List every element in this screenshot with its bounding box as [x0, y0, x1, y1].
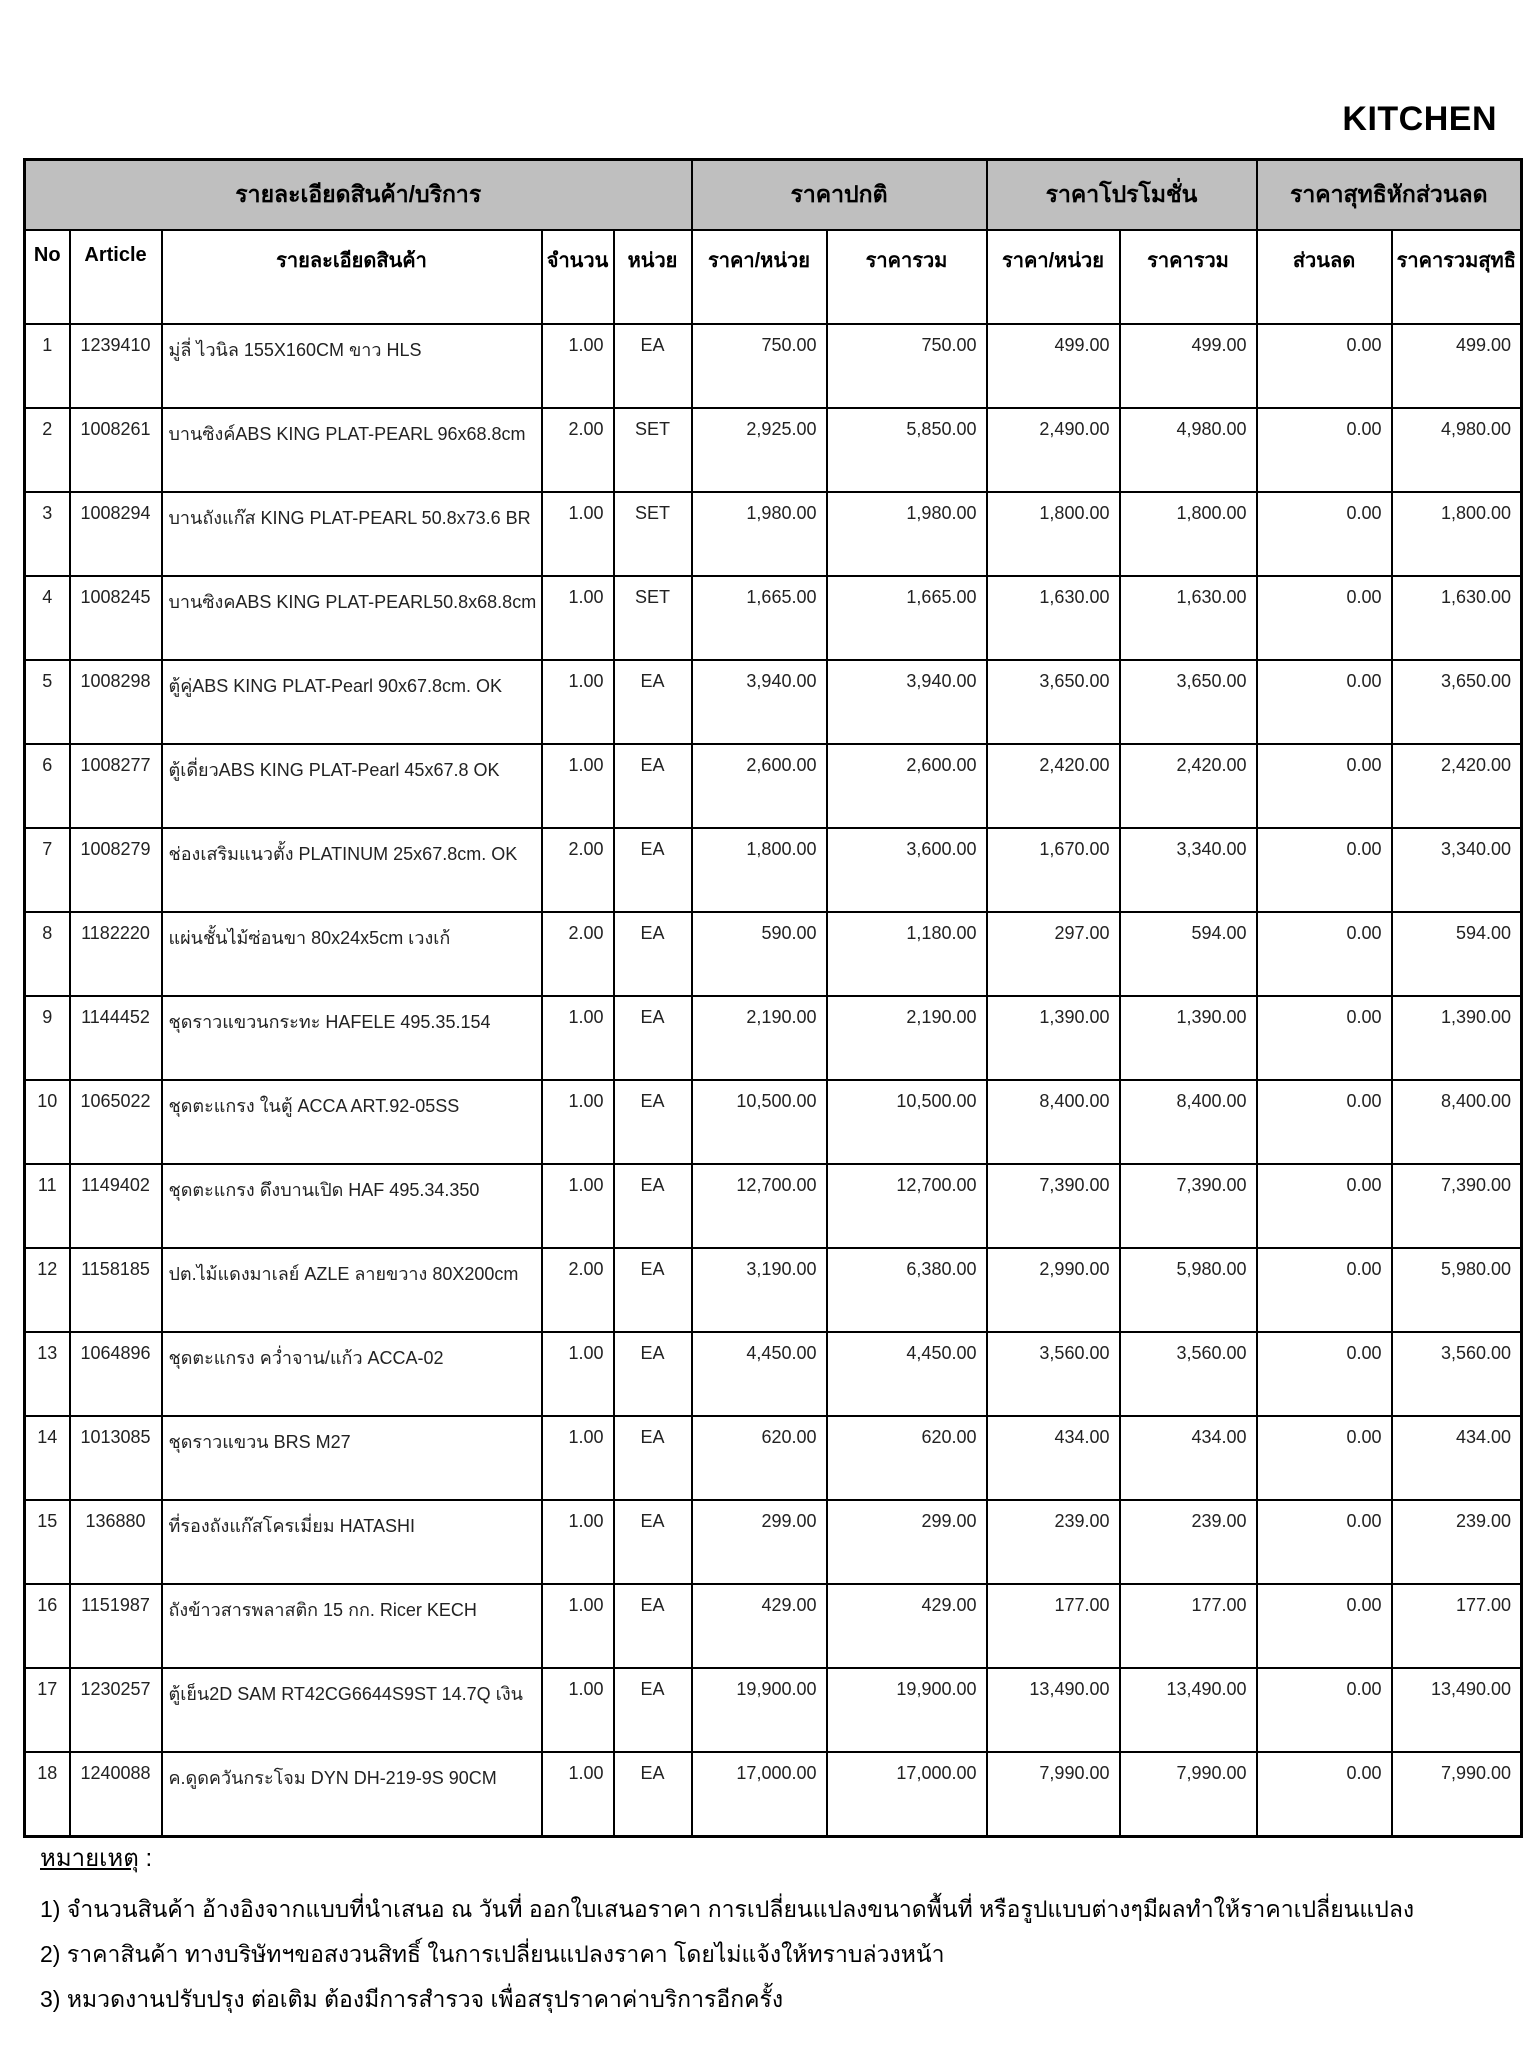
cell-normal-price-unit: 429.00: [692, 1584, 827, 1668]
column-header-row: [25, 230, 1522, 324]
cell-unit: EA: [614, 1500, 692, 1584]
cell-promo-price-unit: 1,800.00: [987, 492, 1120, 576]
cell-net-total: 177.00: [1392, 1584, 1522, 1668]
cell-promo-price-unit: 434.00: [987, 1416, 1120, 1500]
cell-qty: 1.00: [542, 492, 614, 576]
cell-net-total: 7,390.00: [1392, 1164, 1522, 1248]
table-row: [25, 828, 1522, 912]
cell-no: 5: [25, 660, 70, 744]
cell-description: บานซิงคABS KING PLAT-PEARL50.8x68.8cm: [162, 576, 542, 660]
cell-article: 1144452: [70, 996, 162, 1080]
cell-qty: 2.00: [542, 912, 614, 996]
cell-promo-price-unit: 2,420.00: [987, 744, 1120, 828]
cell-qty: 1.00: [542, 660, 614, 744]
cell-article: 1240088: [70, 1752, 162, 1837]
cell-description: ชุดตะแกรง ดึงบานเปิด HAF 495.34.350: [162, 1164, 542, 1248]
cell-no: 15: [25, 1500, 70, 1584]
cell-article: 1151987: [70, 1584, 162, 1668]
cell-normal-price-total: 2,600.00: [827, 744, 987, 828]
cell-discount: 0.00: [1257, 1416, 1392, 1500]
cell-article: 1008279: [70, 828, 162, 912]
cell-discount: 0.00: [1257, 912, 1392, 996]
cell-discount: 0.00: [1257, 1080, 1392, 1164]
cell-promo-price-total: 1,390.00: [1120, 996, 1257, 1080]
cell-unit: SET: [614, 492, 692, 576]
group-header-row: [25, 160, 1522, 231]
cell-promo-price-total: 5,980.00: [1120, 1248, 1257, 1332]
cell-promo-price-unit: 2,990.00: [987, 1248, 1120, 1332]
cell-description: มู่ลี่ ไวนิล 155X160CM ขาว HLS: [162, 324, 542, 408]
cell-normal-price-unit: 4,450.00: [692, 1332, 827, 1416]
cell-discount: 0.00: [1257, 1752, 1392, 1837]
cell-qty: 2.00: [542, 828, 614, 912]
cell-promo-price-unit: 8,400.00: [987, 1080, 1120, 1164]
table-row: [25, 1416, 1522, 1500]
column-header-net-total: ราคารวมสุทธิ: [1392, 230, 1522, 324]
page-title: KITCHEN: [1342, 100, 1497, 138]
cell-promo-price-total: 8,400.00: [1120, 1080, 1257, 1164]
cell-unit: EA: [614, 1416, 692, 1500]
cell-normal-price-unit: 19,900.00: [692, 1668, 827, 1752]
cell-description: ช่องเสริมแนวตั้ง PLATINUM 25x67.8cm. OK: [162, 828, 542, 912]
cell-discount: 0.00: [1257, 660, 1392, 744]
cell-no: 18: [25, 1752, 70, 1837]
table-row: [25, 1584, 1522, 1668]
cell-article: 136880: [70, 1500, 162, 1584]
cell-discount: 0.00: [1257, 1164, 1392, 1248]
notes-heading: [40, 1838, 1414, 1877]
cell-unit: EA: [614, 1332, 692, 1416]
cell-unit: EA: [614, 324, 692, 408]
cell-unit: EA: [614, 912, 692, 996]
cell-unit: EA: [614, 1668, 692, 1752]
cell-normal-price-total: 10,500.00: [827, 1080, 987, 1164]
cell-no: 11: [25, 1164, 70, 1248]
cell-no: 17: [25, 1668, 70, 1752]
column-header-normal-price-total: ราคารวม: [827, 230, 987, 324]
cell-net-total: 4,980.00: [1392, 408, 1522, 492]
price-table: [23, 158, 1523, 1838]
cell-discount: 0.00: [1257, 1668, 1392, 1752]
cell-qty: 1.00: [542, 1332, 614, 1416]
table-row: [25, 408, 1522, 492]
cell-description: ตู้คู่ABS KING PLAT-Pearl 90x67.8cm. OK: [162, 660, 542, 744]
cell-article: 1065022: [70, 1080, 162, 1164]
cell-discount: 0.00: [1257, 1332, 1392, 1416]
cell-promo-price-total: 7,390.00: [1120, 1164, 1257, 1248]
cell-no: 7: [25, 828, 70, 912]
cell-article: 1158185: [70, 1248, 162, 1332]
cell-net-total: 7,990.00: [1392, 1752, 1522, 1837]
cell-promo-price-unit: 3,650.00: [987, 660, 1120, 744]
cell-normal-price-unit: 2,925.00: [692, 408, 827, 492]
cell-net-total: 1,630.00: [1392, 576, 1522, 660]
cell-normal-price-unit: 17,000.00: [692, 1752, 827, 1837]
cell-description: ชุดตะแกรง ในตู้ ACCA ART.92-05SS: [162, 1080, 542, 1164]
cell-no: 1: [25, 324, 70, 408]
cell-promo-price-unit: 2,490.00: [987, 408, 1120, 492]
cell-qty: 1.00: [542, 1500, 614, 1584]
notes-heading-text: หมายเหตุ: [40, 1845, 139, 1872]
cell-normal-price-total: 12,700.00: [827, 1164, 987, 1248]
cell-normal-price-total: 429.00: [827, 1584, 987, 1668]
cell-normal-price-total: 2,190.00: [827, 996, 987, 1080]
cell-normal-price-unit: 2,190.00: [692, 996, 827, 1080]
cell-normal-price-unit: 299.00: [692, 1500, 827, 1584]
cell-article: 1008294: [70, 492, 162, 576]
cell-qty: 1.00: [542, 324, 614, 408]
cell-no: 12: [25, 1248, 70, 1332]
cell-article: 1008298: [70, 660, 162, 744]
cell-normal-price-total: 1,180.00: [827, 912, 987, 996]
cell-article: 1008277: [70, 744, 162, 828]
table-body: [25, 324, 1522, 1837]
table-row: [25, 324, 1522, 408]
cell-promo-price-unit: 1,390.00: [987, 996, 1120, 1080]
cell-no: 2: [25, 408, 70, 492]
cell-description: บานถังแก๊ส KING PLAT-PEARL 50.8x73.6 BR: [162, 492, 542, 576]
cell-unit: EA: [614, 828, 692, 912]
cell-net-total: 5,980.00: [1392, 1248, 1522, 1332]
notes-list: [40, 1887, 1414, 2022]
cell-promo-price-total: 1,630.00: [1120, 576, 1257, 660]
cell-normal-price-total: 1,665.00: [827, 576, 987, 660]
cell-normal-price-unit: 10,500.00: [692, 1080, 827, 1164]
cell-promo-price-unit: 7,990.00: [987, 1752, 1120, 1837]
table-row: [25, 1668, 1522, 1752]
table-row: [25, 492, 1522, 576]
cell-promo-price-unit: 297.00: [987, 912, 1120, 996]
cell-description: ปต.ไม้แดงมาเลย์ AZLE ลายขวาง 80X200cm: [162, 1248, 542, 1332]
cell-normal-price-unit: 1,980.00: [692, 492, 827, 576]
cell-net-total: 499.00: [1392, 324, 1522, 408]
cell-normal-price-total: 750.00: [827, 324, 987, 408]
cell-normal-price-total: 5,850.00: [827, 408, 987, 492]
group-header-3: ราคาสุทธิหักส่วนลด: [1257, 160, 1522, 231]
cell-article: 1008245: [70, 576, 162, 660]
cell-description: ตู้เย็น2D SAM RT42CG6644S9ST 14.7Q เงิน: [162, 1668, 542, 1752]
cell-discount: 0.00: [1257, 408, 1392, 492]
cell-unit: EA: [614, 996, 692, 1080]
group-header-0: รายละเอียดสินค้า/บริการ: [25, 160, 692, 231]
table-row: [25, 744, 1522, 828]
cell-no: 10: [25, 1080, 70, 1164]
column-header-promo-price-total: ราคารวม: [1120, 230, 1257, 324]
notes-section: [40, 1838, 1414, 2022]
cell-normal-price-total: 3,600.00: [827, 828, 987, 912]
cell-normal-price-unit: 2,600.00: [692, 744, 827, 828]
cell-promo-price-total: 2,420.00: [1120, 744, 1257, 828]
cell-normal-price-unit: 590.00: [692, 912, 827, 996]
cell-unit: EA: [614, 1080, 692, 1164]
cell-discount: 0.00: [1257, 576, 1392, 660]
cell-normal-price-total: 3,940.00: [827, 660, 987, 744]
cell-no: 16: [25, 1584, 70, 1668]
cell-article: 1064896: [70, 1332, 162, 1416]
cell-unit: SET: [614, 408, 692, 492]
group-header-1: ราคาปกติ: [692, 160, 987, 231]
cell-qty: 1.00: [542, 1080, 614, 1164]
notes-heading-colon: :: [138, 1845, 153, 1872]
cell-promo-price-total: 3,560.00: [1120, 1332, 1257, 1416]
cell-qty: 1.00: [542, 1584, 614, 1668]
cell-promo-price-total: 3,340.00: [1120, 828, 1257, 912]
cell-unit: EA: [614, 1248, 692, 1332]
cell-no: 6: [25, 744, 70, 828]
cell-promo-price-total: 239.00: [1120, 1500, 1257, 1584]
cell-normal-price-total: 4,450.00: [827, 1332, 987, 1416]
cell-description: ชุดราวแขวนกระทะ HAFELE 495.35.154: [162, 996, 542, 1080]
column-header-no: No: [25, 230, 70, 324]
cell-normal-price-unit: 1,665.00: [692, 576, 827, 660]
cell-description: ที่รองถังแก๊สโครเมี่ยม HATASHI: [162, 1500, 542, 1584]
cell-discount: 0.00: [1257, 324, 1392, 408]
cell-unit: EA: [614, 1584, 692, 1668]
cell-net-total: 239.00: [1392, 1500, 1522, 1584]
cell-normal-price-unit: 3,940.00: [692, 660, 827, 744]
cell-promo-price-total: 177.00: [1120, 1584, 1257, 1668]
cell-qty: 1.00: [542, 996, 614, 1080]
cell-discount: 0.00: [1257, 996, 1392, 1080]
cell-promo-price-unit: 7,390.00: [987, 1164, 1120, 1248]
cell-no: 3: [25, 492, 70, 576]
column-header-unit: หน่วย: [614, 230, 692, 324]
cell-promo-price-total: 13,490.00: [1120, 1668, 1257, 1752]
table-row: [25, 576, 1522, 660]
cell-no: 9: [25, 996, 70, 1080]
cell-article: 1239410: [70, 324, 162, 408]
cell-net-total: 1,390.00: [1392, 996, 1522, 1080]
cell-net-total: 8,400.00: [1392, 1080, 1522, 1164]
cell-net-total: 2,420.00: [1392, 744, 1522, 828]
column-header-description: รายละเอียดสินค้า: [162, 230, 542, 324]
cell-unit: EA: [614, 1164, 692, 1248]
cell-description: ค.ดูดควันกระโจม DYN DH-219-9S 90CM: [162, 1752, 542, 1837]
cell-qty: 1.00: [542, 1752, 614, 1837]
cell-qty: 2.00: [542, 1248, 614, 1332]
table-row: [25, 1752, 1522, 1837]
cell-discount: 0.00: [1257, 1248, 1392, 1332]
note-line: 2) ราคาสินค้า ทางบริษัทฯขอสงวนสิทธิ์ ในการเปลี่ยนแปลงราคา โดยไม่แจ้งให้ทราบล่วงหน้า: [40, 1941, 945, 1967]
cell-normal-price-unit: 620.00: [692, 1416, 827, 1500]
column-header-article: Article: [70, 230, 162, 324]
cell-net-total: 3,650.00: [1392, 660, 1522, 744]
cell-promo-price-unit: 1,670.00: [987, 828, 1120, 912]
cell-promo-price-total: 4,980.00: [1120, 408, 1257, 492]
cell-net-total: 434.00: [1392, 1416, 1522, 1500]
cell-normal-price-unit: 750.00: [692, 324, 827, 408]
cell-no: 14: [25, 1416, 70, 1500]
cell-net-total: 13,490.00: [1392, 1668, 1522, 1752]
cell-qty: 1.00: [542, 1164, 614, 1248]
column-header-normal-price-unit: ราคา/หน่วย: [692, 230, 827, 324]
cell-promo-price-unit: 1,630.00: [987, 576, 1120, 660]
cell-promo-price-unit: 3,560.00: [987, 1332, 1120, 1416]
cell-promo-price-unit: 499.00: [987, 324, 1120, 408]
table-row: [25, 660, 1522, 744]
cell-qty: 1.00: [542, 744, 614, 828]
cell-discount: 0.00: [1257, 1500, 1392, 1584]
cell-promo-price-total: 499.00: [1120, 324, 1257, 408]
table-row: [25, 912, 1522, 996]
cell-description: บานซิงค์ABS KING PLAT-PEARL 96x68.8cm: [162, 408, 542, 492]
cell-qty: 1.00: [542, 576, 614, 660]
cell-qty: 2.00: [542, 408, 614, 492]
cell-promo-price-total: 434.00: [1120, 1416, 1257, 1500]
cell-net-total: 3,340.00: [1392, 828, 1522, 912]
cell-discount: 0.00: [1257, 828, 1392, 912]
cell-normal-price-total: 17,000.00: [827, 1752, 987, 1837]
cell-normal-price-total: 1,980.00: [827, 492, 987, 576]
cell-net-total: 594.00: [1392, 912, 1522, 996]
cell-discount: 0.00: [1257, 1584, 1392, 1668]
cell-no: 4: [25, 576, 70, 660]
cell-promo-price-total: 7,990.00: [1120, 1752, 1257, 1837]
cell-promo-price-total: 1,800.00: [1120, 492, 1257, 576]
note-line: 1) จำนวนสินค้า อ้างอิงจากแบบที่นำเสนอ ณ วันที่ ออกใบเสนอราคา การเปลี่ยนแปลงขนาดพื้นที่ หรือรูปแบบต่างๆมีผลทำให้ราคาเปลี่ยนแปลง: [40, 1896, 1415, 1922]
column-header-qty: จำนวน: [542, 230, 614, 324]
cell-description: ถังข้าวสารพลาสติก 15 กก. Ricer KECH: [162, 1584, 542, 1668]
cell-description: ตู้เดี่ยวABS KING PLAT-Pearl 45x67.8 OK: [162, 744, 542, 828]
cell-description: ชุดตะแกรง คว่ำจาน/แก้ว ACCA-02: [162, 1332, 542, 1416]
cell-article: 1008261: [70, 408, 162, 492]
cell-qty: 1.00: [542, 1416, 614, 1500]
cell-article: 1230257: [70, 1668, 162, 1752]
table-row: [25, 1500, 1522, 1584]
cell-qty: 1.00: [542, 1668, 614, 1752]
cell-description: ชุดราวแขวน BRS M27: [162, 1416, 542, 1500]
cell-unit: EA: [614, 660, 692, 744]
cell-normal-price-unit: 1,800.00: [692, 828, 827, 912]
cell-normal-price-unit: 12,700.00: [692, 1164, 827, 1248]
cell-no: 8: [25, 912, 70, 996]
cell-discount: 0.00: [1257, 492, 1392, 576]
cell-promo-price-total: 594.00: [1120, 912, 1257, 996]
table-row: [25, 996, 1522, 1080]
table-row: [25, 1248, 1522, 1332]
cell-promo-price-unit: 13,490.00: [987, 1668, 1120, 1752]
table-row: [25, 1080, 1522, 1164]
column-header-discount: ส่วนลด: [1257, 230, 1392, 324]
cell-unit: SET: [614, 576, 692, 660]
cell-normal-price-total: 299.00: [827, 1500, 987, 1584]
note-line: 3) หมวดงานปรับปรุง ต่อเติม ต้องมีการสำรวจ เพื่อสรุปราคาค่าบริการอีกครั้ง: [40, 1986, 784, 2012]
cell-article: 1182220: [70, 912, 162, 996]
cell-net-total: 3,560.00: [1392, 1332, 1522, 1416]
table-row: [25, 1332, 1522, 1416]
cell-normal-price-total: 19,900.00: [827, 1668, 987, 1752]
cell-unit: EA: [614, 744, 692, 828]
table-row: [25, 1164, 1522, 1248]
cell-normal-price-total: 620.00: [827, 1416, 987, 1500]
cell-normal-price-total: 6,380.00: [827, 1248, 987, 1332]
cell-description: แผ่นชั้นไม้ซ่อนขา 80x24x5cm เวงเก้: [162, 912, 542, 996]
group-header-2: ราคาโปรโมชั่น: [987, 160, 1257, 231]
cell-net-total: 1,800.00: [1392, 492, 1522, 576]
cell-promo-price-unit: 177.00: [987, 1584, 1120, 1668]
cell-normal-price-unit: 3,190.00: [692, 1248, 827, 1332]
cell-article: 1013085: [70, 1416, 162, 1500]
cell-unit: EA: [614, 1752, 692, 1837]
cell-article: 1149402: [70, 1164, 162, 1248]
cell-discount: 0.00: [1257, 744, 1392, 828]
cell-no: 13: [25, 1332, 70, 1416]
column-header-promo-price-unit: ราคา/หน่วย: [987, 230, 1120, 324]
cell-promo-price-total: 3,650.00: [1120, 660, 1257, 744]
cell-promo-price-unit: 239.00: [987, 1500, 1120, 1584]
